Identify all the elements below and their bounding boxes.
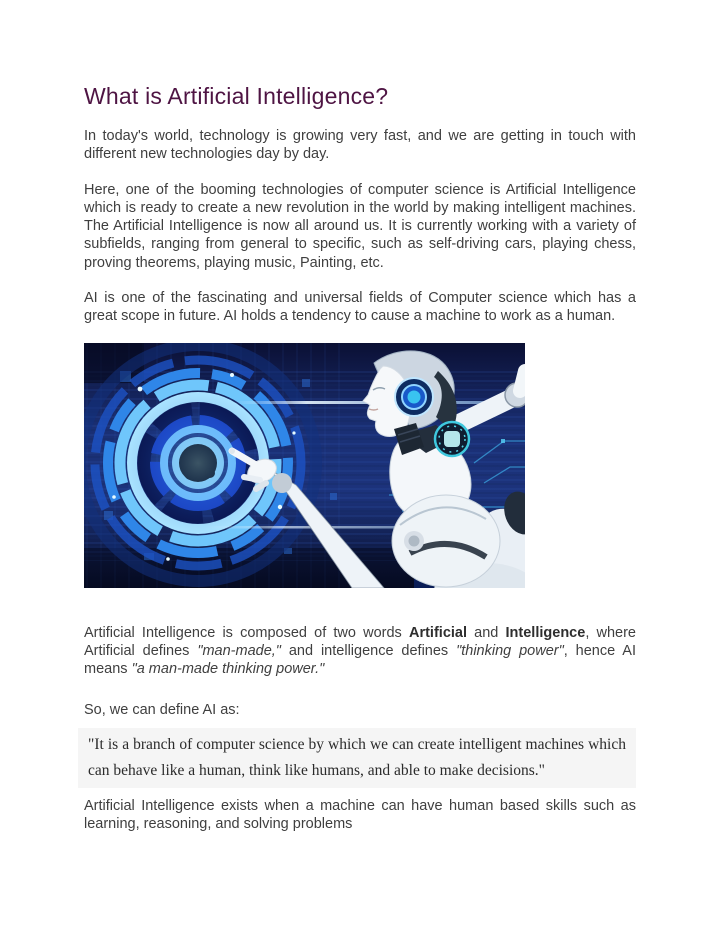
ai-robot-illustration bbox=[84, 343, 525, 588]
composed-italic-manmade: "man-made," bbox=[197, 642, 281, 659]
intro-paragraph: In today's world, technology is growing very fast, and we are getting in touch with different new technologies day by day. bbox=[84, 128, 636, 163]
ai-robot-image bbox=[84, 343, 525, 588]
closing-paragraph: Artificial Intelligence exists when a machine can have human based skills such as learning, reasoning, and solving problems bbox=[84, 797, 636, 833]
booming-paragraph: Here, one of the booming technologies of computer science is Artificial Intelligence which is ready to create a new revolution in the world by making intelligent machines. The Artificial Intelligence is now all around us. It is currently working with a variety of subfields, ranging from general to specific, such as self-driving cars, playing chess, proving theorems, playing music, Painting, etc. bbox=[84, 181, 636, 271]
fascinating-paragraph: AI is one of the fascinating and universal fields of Computer science which has a great scope in future. AI holds a tendency to cause a machine to work as a human. bbox=[84, 290, 636, 325]
define-intro: So, we can define AI as: bbox=[84, 701, 240, 718]
composed-text-2: and bbox=[467, 624, 506, 641]
composed-text-5: , hence AI means bbox=[84, 642, 636, 678]
page-title: What is Artificial Intelligence? bbox=[84, 83, 389, 109]
composed-italic-thinking-power: "thinking power" bbox=[456, 642, 564, 659]
composed-text-4: and intelligence defines bbox=[280, 642, 457, 659]
composed-paragraph bbox=[84, 624, 636, 679]
definition-quote: "It is a branch of computer science by which we can create intelligent machines which can behave like a human, think like humans, and able to make decisions." bbox=[78, 728, 636, 788]
composed-bold-intelligence: Intelligence bbox=[505, 624, 586, 641]
composed-bold-artificial: Artificial bbox=[408, 624, 467, 641]
composed-italic-full-phrase: "a man-made thinking power." bbox=[131, 661, 325, 678]
composed-text-1: Artificial Intelligence is composed of two words bbox=[84, 624, 409, 641]
composed-text-3: , where Artificial defines bbox=[84, 624, 636, 659]
